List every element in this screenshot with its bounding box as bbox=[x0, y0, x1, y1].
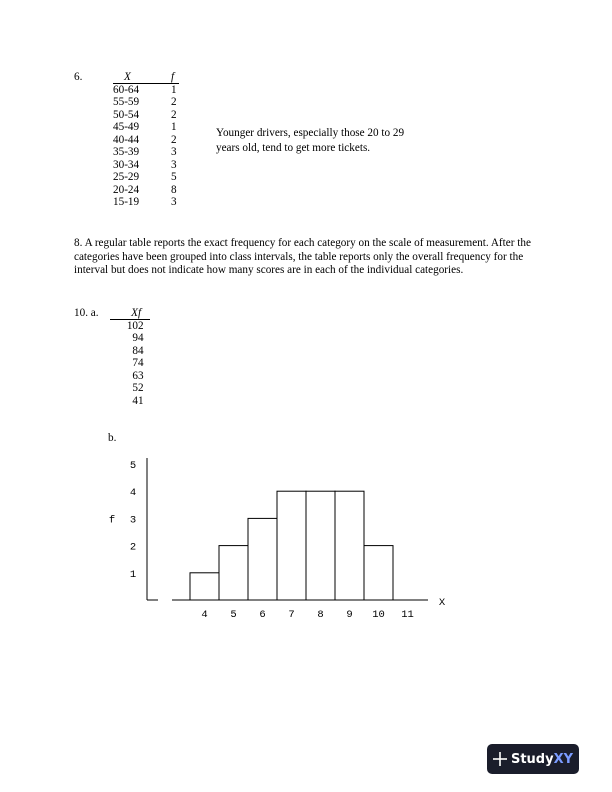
score-cell: 10 bbox=[126, 319, 138, 332]
frequency-cell: 4 bbox=[138, 332, 144, 344]
interval-cell: 40-44 bbox=[113, 133, 140, 146]
table-row bbox=[113, 84, 183, 97]
part-b-label: b. bbox=[108, 432, 117, 444]
interval-cell: 25-29 bbox=[113, 171, 140, 183]
table-row bbox=[113, 184, 183, 197]
table-row bbox=[114, 395, 154, 408]
table-row bbox=[114, 370, 154, 383]
plus-cross-icon bbox=[493, 752, 507, 766]
score-cell: 4 bbox=[132, 394, 138, 407]
y-tick-label: 3 bbox=[129, 514, 137, 527]
problem-6-table bbox=[113, 71, 183, 209]
x-tick-label: 10 bbox=[372, 609, 385, 621]
interval-cell: 35-39 bbox=[113, 146, 140, 158]
score-cell: 6 bbox=[132, 369, 138, 382]
interval-cell: 20-24 bbox=[113, 183, 140, 196]
table-row bbox=[114, 357, 154, 370]
histogram-bar bbox=[364, 546, 393, 600]
table-row bbox=[113, 159, 183, 172]
interval-cell: 55-59 bbox=[113, 96, 140, 108]
histogram-bar bbox=[190, 573, 219, 600]
problem-6-number: 6. bbox=[74, 71, 83, 83]
x-tick-label: 11 bbox=[401, 609, 414, 621]
frequency-cell: 3 bbox=[171, 146, 177, 158]
score-cell: 5 bbox=[132, 382, 138, 394]
table-row bbox=[113, 121, 183, 134]
y-tick-label: 4 bbox=[129, 487, 137, 500]
table-header-f: f bbox=[138, 307, 142, 319]
interval-cell: 45-49 bbox=[113, 121, 140, 133]
x-tick-label: 9 bbox=[346, 609, 353, 621]
interval-cell: 50-54 bbox=[113, 108, 140, 121]
frequency-cell: 2 bbox=[171, 96, 177, 108]
table-row bbox=[114, 332, 154, 345]
table-row bbox=[113, 134, 183, 147]
frequency-cell: 2 bbox=[138, 319, 144, 332]
frequency-cell: 4 bbox=[138, 344, 144, 357]
interval-cell: 15-19 bbox=[113, 196, 140, 208]
histogram-bar bbox=[306, 491, 335, 600]
table-row bbox=[114, 345, 154, 358]
table-header-f: f bbox=[171, 71, 175, 83]
frequency-cell: 3 bbox=[171, 158, 177, 171]
problem-10-label: 10. a. bbox=[74, 307, 99, 319]
frequency-cell: 2 bbox=[171, 133, 177, 146]
x-tick-label: 5 bbox=[230, 609, 237, 621]
table-row bbox=[114, 382, 154, 395]
histogram-bar bbox=[335, 491, 364, 600]
frequency-cell: 2 bbox=[171, 108, 177, 121]
histogram-bar bbox=[219, 546, 248, 600]
problem-10-table bbox=[114, 307, 154, 407]
frequency-cell: 5 bbox=[171, 171, 177, 183]
problem-6-note bbox=[216, 126, 404, 156]
frequency-cell: 1 bbox=[138, 394, 144, 407]
table-header-x: X bbox=[124, 71, 131, 83]
score-cell: 9 bbox=[132, 332, 138, 344]
frequency-cell: 3 bbox=[171, 196, 177, 208]
table-row bbox=[113, 146, 183, 159]
frequency-cell: 4 bbox=[138, 357, 144, 369]
x-axis-label: X bbox=[438, 597, 446, 609]
y-tick-label: 5 bbox=[129, 460, 137, 472]
table-row bbox=[113, 96, 183, 109]
problem-8-text: 8. A regular table reports the exact frequency for each category on the scale of measurement. After the categories have been grouped into class intervals, the table reports only the overall frequency for the interval but does not indicate how many scores are in each of the individual categories. bbox=[74, 237, 531, 277]
y-axis-label: f bbox=[108, 514, 116, 527]
interval-cell: 30-34 bbox=[113, 158, 140, 171]
y-tick-label: 1 bbox=[129, 568, 137, 581]
brand-accent: XY bbox=[553, 751, 574, 767]
frequency-cell: 3 bbox=[138, 369, 144, 382]
score-cell: 7 bbox=[132, 357, 138, 369]
frequency-cell: 8 bbox=[171, 183, 177, 196]
brand-main: Study bbox=[510, 751, 554, 767]
table-header-x: X bbox=[131, 307, 138, 319]
x-tick-label: 7 bbox=[288, 609, 295, 621]
studyxy-logo bbox=[487, 744, 579, 774]
x-tick-label: 4 bbox=[201, 609, 208, 621]
x-tick-label: 8 bbox=[317, 609, 324, 621]
interval-cell: 60-64 bbox=[113, 83, 140, 96]
histogram bbox=[100, 450, 460, 630]
table-row bbox=[113, 171, 183, 184]
frequency-cell: 1 bbox=[171, 83, 177, 96]
histogram-bar bbox=[277, 491, 306, 600]
score-cell: 8 bbox=[132, 344, 138, 357]
note-line-2: years old, tend to get more tickets. bbox=[216, 142, 371, 154]
y-tick-label: 2 bbox=[129, 541, 137, 554]
table-row bbox=[114, 320, 154, 333]
table-row bbox=[113, 196, 183, 209]
note-line-1: Younger drivers, especially those 20 to 29 bbox=[216, 127, 405, 139]
x-tick-label: 6 bbox=[259, 609, 266, 621]
histogram-bar bbox=[248, 518, 277, 600]
frequency-cell: 1 bbox=[171, 121, 177, 133]
table-row bbox=[113, 109, 183, 122]
frequency-cell: 2 bbox=[138, 382, 144, 394]
